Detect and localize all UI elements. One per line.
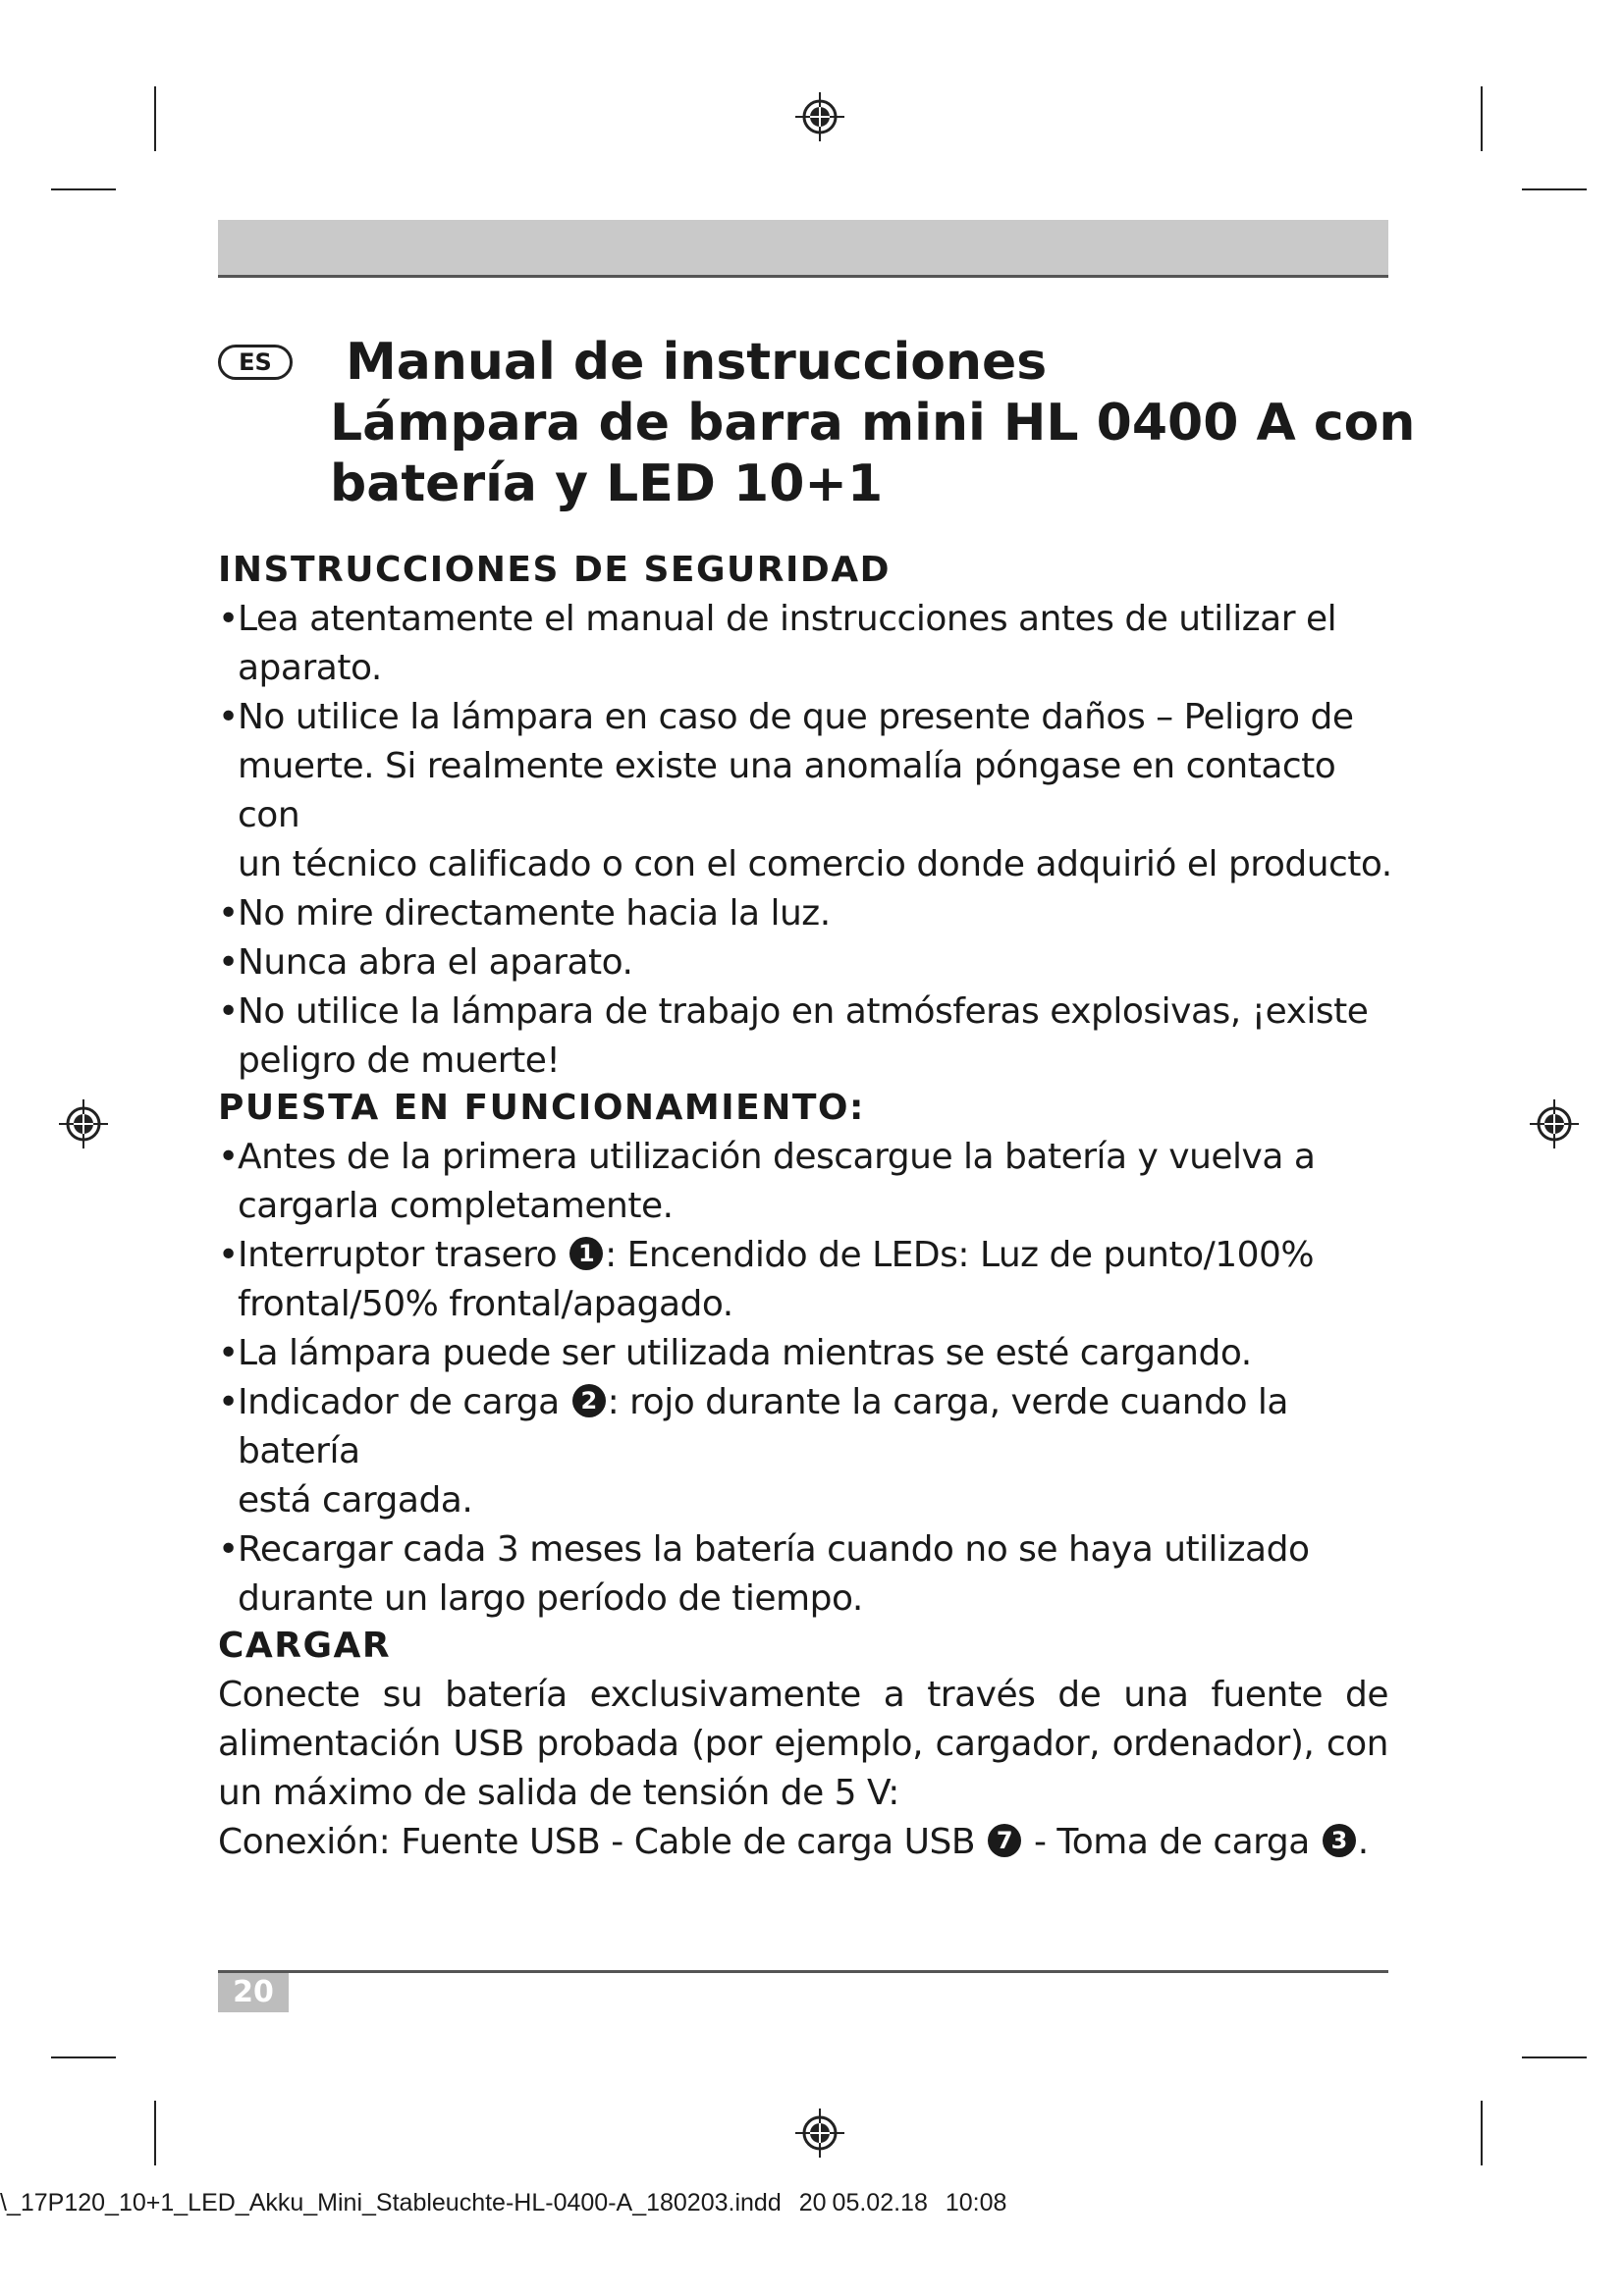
callout-number-icon: 2 [572, 1384, 606, 1417]
slug-filename: \_17P120_10+1_LED_Akku_Mini_Stableuchte-HL-0400-A_180203.indd [0, 2189, 782, 2216]
charge-section [218, 1622, 1396, 1867]
crop-mark [51, 188, 116, 190]
title-line: Manual de instrucciones [346, 333, 1048, 392]
crop-mark [154, 2101, 156, 2165]
section-heading: CARGAR [218, 1626, 392, 1666]
list-item: • La lámpara puede ser utilizada mientras se esté cargando. [218, 1329, 1396, 1378]
callout-number-icon: 1 [569, 1237, 603, 1270]
crop-mark [1522, 188, 1587, 190]
safety-list [218, 595, 1396, 1086]
page-title [330, 332, 1416, 514]
slug-page: 20 [798, 2189, 827, 2216]
list-item: • Antes de la primera utilización descargue la batería y vuelva a cargarla completamente. [218, 1133, 1396, 1231]
language-badge: ES [218, 345, 293, 380]
footer-rule [218, 1970, 1388, 1973]
header-bar [218, 220, 1388, 278]
crop-mark [1481, 86, 1483, 151]
callout-number-icon: 3 [1323, 1824, 1356, 1857]
slug-date: 05.02.18 [832, 2189, 928, 2216]
operation-section [218, 1084, 1396, 1624]
list-item: • No mire directamente hacia la luz. [218, 889, 1396, 938]
paragraph-line: Conecte su batería exclusivamente a través de una fuente de [218, 1675, 1388, 1715]
crop-mark [1481, 2101, 1483, 2165]
page-number: 20 [218, 1973, 289, 2012]
list-item: • No utilice la lámpara de trabajo en atmósferas explosivas, ¡existe peligro de muerte! [218, 988, 1396, 1086]
safety-section [218, 546, 1396, 1086]
list-item: • Nunca abra el aparato. [218, 938, 1396, 988]
crop-mark [1522, 2056, 1587, 2058]
connection-line: Conexión: Fuente USB - Cable de carga USB 7 - Toma de carga 3 . [218, 1822, 1369, 1862]
list-item: • Indicador de carga 2 : rojo durante la carga, verde cuando la batería está cargada. [218, 1378, 1396, 1525]
print-slug [0, 2189, 1624, 2217]
list-item: • Interruptor trasero 1 : Encendido de LEDs: Luz de punto/100% frontal/50% frontal/apagado. [218, 1231, 1396, 1329]
list-item: • Recargar cada 3 meses la batería cuando no se haya utilizado durante un largo período de tiempo. [218, 1525, 1396, 1624]
registration-mark-icon [1528, 1097, 1581, 1150]
crop-mark [51, 2056, 116, 2058]
list-item: • No utilice la lámpara en caso de que presente daños – Peligro de muerte. Si realmente existe una anomalía póngase en contacto con un técnico calificado o con el comercio donde adquirió el producto. [218, 693, 1396, 889]
slug-time: 10:08 [945, 2189, 1007, 2216]
crop-mark [154, 86, 156, 151]
paragraph-line: un máximo de salida de tensión de 5 V: [218, 1773, 899, 1813]
registration-mark-icon [793, 90, 846, 143]
title-line: batería y LED 10+1 [330, 454, 884, 513]
list-item: • Lea atentamente el manual de instrucciones antes de utilizar el aparato. [218, 595, 1396, 693]
section-heading: PUESTA EN FUNCIONAMIENTO: [218, 1088, 865, 1128]
section-heading: INSTRUCCIONES DE SEGURIDAD [218, 550, 892, 590]
registration-mark-icon [57, 1097, 110, 1150]
registration-mark-icon [793, 2107, 846, 2160]
operation-list [218, 1133, 1396, 1624]
callout-number-icon: 7 [988, 1824, 1021, 1857]
paragraph-line: alimentación USB probada (por ejemplo, cargador, ordenador), con [218, 1724, 1388, 1764]
title-line: Lámpara de barra mini HL 0400 A con [330, 394, 1416, 453]
